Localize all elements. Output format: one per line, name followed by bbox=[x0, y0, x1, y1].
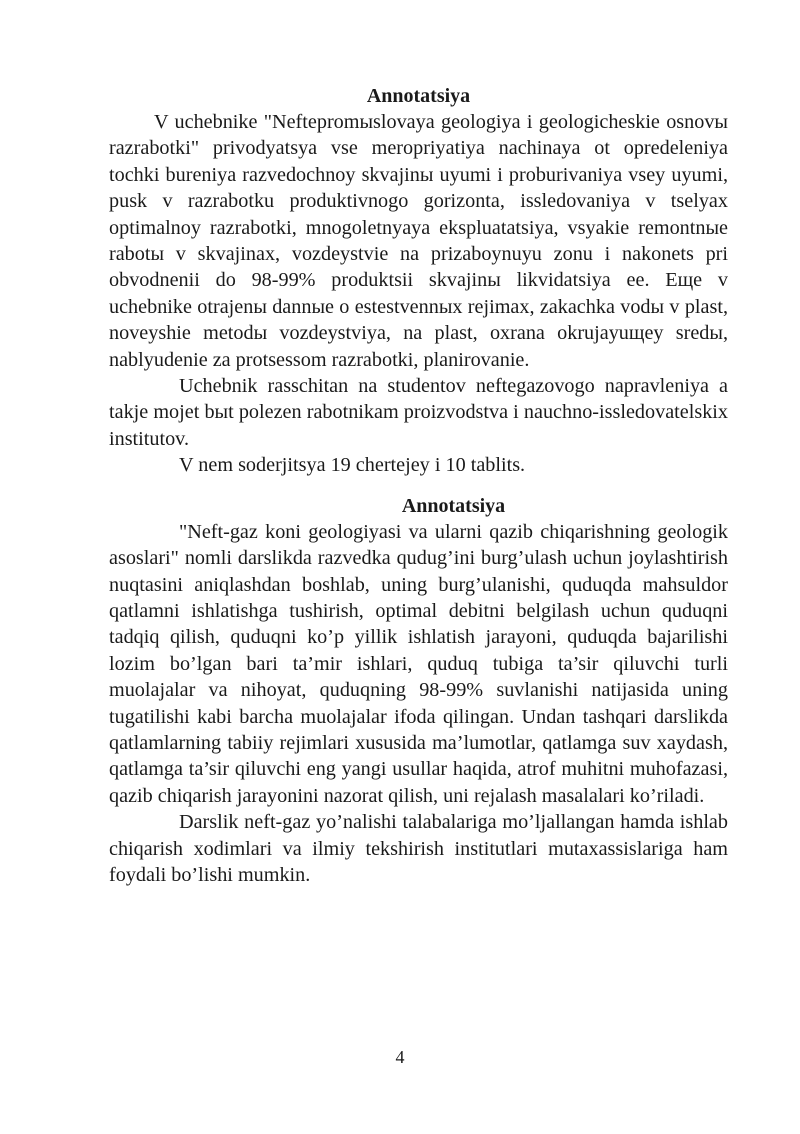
paragraph-uzbek-1: "Neft-gaz koni geologiyasi va ularni qazib chiqarishning geologik asoslari" nomli darslikda razvedka qudug’ini burg’ulash uchun joylashtirish nuqtasini aniqlashdan boshlab, uning burg’ulanishi, quduqda mahsuldor qatlamni ishlatishga tushirish, optimal debitni belgilash uchun quduqni tadqiq qilish, quduqni ko’p yillik ishlatish jarayoni, quduqda bajarilishi lozim bo’lgan bari ta’mir ishlari, quduq tubiga ta’sir qiluvchi turli muolajalar va nihoyat, quduqning 98-99% suvlanishi natijasida uning tugatilishi kabi barcha muolajalar ifoda qilingan. Undan tashqari darslikda qatlamlarning tabiiy rejimlari xususida ma’lumotlar, qatlamga suv xaydash, qatlamga ta’sir qiluvchi eng yangi usullar haqida, atrof muhitni muhofazasi, qazib chiqarish jarayonini nazorat qilish, uni rejalash masalalari ko’riladi. bbox=[109, 520, 728, 807]
section-heading-uzbek: Annotatsiya bbox=[401, 494, 506, 517]
page-number: 4 bbox=[395, 1047, 405, 1067]
paragraph-russian-1: V uchebnike "Neftepromыslovaya geologiya i geologicheskie osnovы razrabotki" privodyatsya vse meropriyatiya nachinaya ot opredeleniya tochki bureniya razvedochnoy skvajinы uyumi i proburivaniya vsey uyumi, pusk v razrabotku produktivnogo gorizonta, issledovaniya v tselyax optimalnoy razrabotki, mnogoletnyaya ekspluatatsiya, vsyakie remontnыe rabotы v skvajinax, vozdeystvie na prizaboynuyu zonu i nakonets pri obvodnenii do 98-99% produktsii skvajinы likvidatsiya ee. Еще v uchebnike otrajenы dannыe o estestvennыx rejimax, zakachka vodы v plast, noveyshie metodы vozdeystviya, na plast, oxrana okrujayuщey sredы, nablyudenie za protsessom razrabotki, planirovanie. bbox=[109, 111, 728, 371]
section-heading-russian: Annotatsiya bbox=[366, 85, 471, 107]
paragraph-uzbek-2: Darslik neft-gaz yo’nalishi talabalariga mo’ljallangan hamda ishlab chiqarish xodimlari va ilmiy tekshirish institutlari mutaxassislariga ham foydali bo’lishi mumkin. bbox=[109, 811, 728, 886]
paragraph-russian-3: V nem soderjitsya 19 chertejey i 10 tablits. bbox=[179, 454, 526, 477]
page-content bbox=[109, 83, 728, 888]
paragraph-russian-2: Uchebnik rasschitan na studentov neftegazovogo napravleniya a takje mojet bыt polezen rabotnikam proizvodstva i nauchno-issledovatelskix institutov. bbox=[109, 375, 728, 450]
